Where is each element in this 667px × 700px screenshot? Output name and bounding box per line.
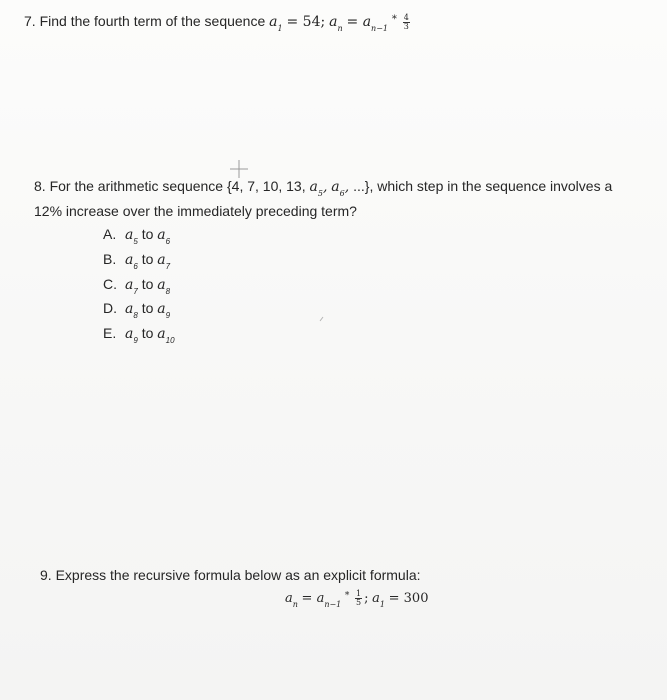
q8-a5: $a_5$, — [309, 179, 328, 198]
q9-fraction: $\frac{1}{5}$ — [356, 589, 362, 608]
crosshair-cursor-icon — [228, 158, 250, 180]
option-d[interactable]: D. $a_8$ to $a_9$ — [103, 300, 171, 320]
q9-eq-val: = 300 — [388, 591, 429, 606]
q7-var-a1: $a_1$ — [269, 14, 283, 33]
question-7 — [24, 13, 412, 31]
q7-var-an: $a_n$ — [329, 14, 343, 33]
q7-prefix: 7. Find the fourth term of the sequence — [24, 13, 266, 29]
q8-a6: $a_6$, — [331, 179, 350, 198]
q9-formula: $a_n = a_{n-1}$ * $\frac{1}{5}$ ; $a_1 = 300$ — [285, 589, 429, 609]
q8-line1-end: ...}, which step in the sequence involves a — [353, 178, 613, 194]
question-9: 9. Express the recursive formula below as an explicit formula: — [40, 567, 421, 583]
q9-eq: = $a_{n-1}$ — [301, 591, 342, 609]
q9-a1: $a_1$ — [372, 591, 385, 609]
option-b[interactable]: B. $a_6$ to $a_7$ — [103, 251, 171, 271]
q8-line1-text: 8. For the arithmetic sequence {4, 7, 10, 13, — [34, 178, 306, 194]
option-a[interactable]: A. $a_5$ to $a_6$ — [103, 226, 171, 246]
q7-eq2: = $a_{n-1}$ — [346, 14, 388, 33]
q7-times: * — [391, 14, 397, 25]
q9-times: * — [344, 591, 350, 601]
stray-mark-icon — [319, 316, 325, 322]
option-c[interactable]: C. $a_7$ to $a_8$ — [103, 276, 171, 296]
q9-an: $a_n$ — [285, 591, 298, 609]
q7-fraction: $\frac{4}{3}$ — [403, 12, 409, 31]
option-e[interactable]: E. $a_9$ to $a_{10}$ — [103, 325, 175, 345]
q7-eq1: = 54; — [286, 14, 326, 30]
question-8-line-1 — [34, 178, 613, 198]
question-8-line-2: 12% increase over the immediately preceding term? — [34, 203, 357, 219]
